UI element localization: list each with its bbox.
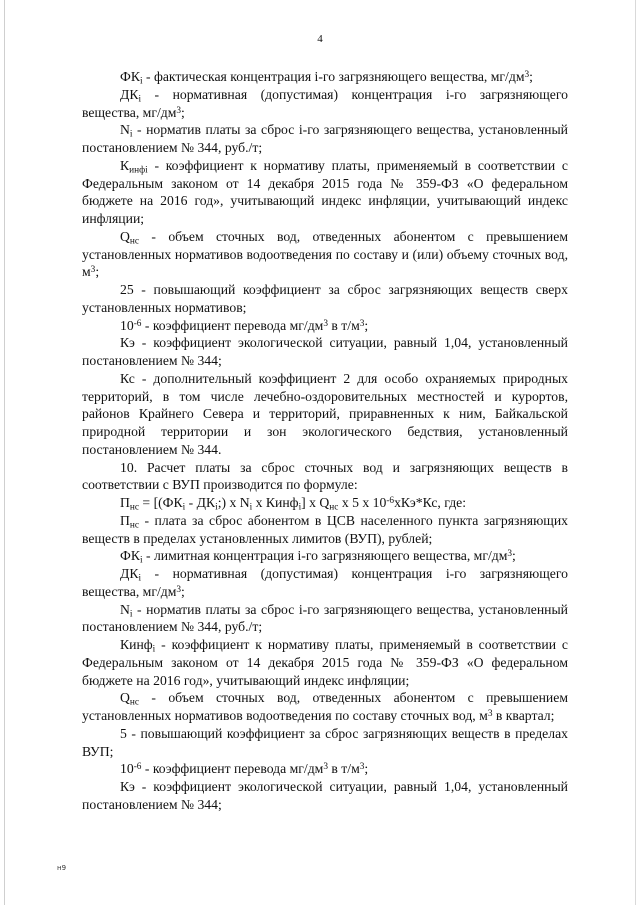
text-run: в квартал;: [492, 708, 555, 723]
paragraph: [82, 334, 568, 370]
text-run: 10: [120, 317, 134, 333]
subscript: i: [298, 502, 302, 513]
text-run: ФК: [120, 69, 140, 84]
document-body: [82, 68, 568, 814]
text-run: Q: [120, 228, 130, 244]
text-run: 10: [120, 761, 134, 777]
subscript: i: [138, 573, 142, 584]
text-run: ;: [95, 264, 100, 280]
paragraph: [82, 281, 568, 317]
text-run: в т/м: [328, 317, 360, 333]
paragraph: [82, 459, 568, 495]
superscript: 3: [507, 549, 513, 560]
text-run: - коэффициент к нормативу платы, применяемый в соответствии с Федеральным законом от 14 декабря 2015 года № 359-ФЗ «О федеральном бюджете на 2016 год», учитывающий индекс инфляции, учитывающий индекс инфляции;: [82, 157, 568, 226]
subscript: инфi: [129, 165, 148, 176]
text-run: ;: [364, 317, 369, 333]
text-run: - нормативная (допустимая) концентрация i-го загрязняющего вещества, мг/дм: [82, 86, 568, 120]
subscript: i: [182, 502, 186, 513]
text-run: N: [120, 601, 130, 617]
text-run: ДК: [120, 86, 139, 102]
text-run: Кинф: [120, 637, 153, 652]
text-run: xКэ*Кс, где:: [394, 495, 467, 510]
text-run: Q: [120, 690, 130, 706]
paragraph: [82, 778, 568, 814]
superscript: -6: [386, 495, 395, 506]
paragraph: [82, 636, 568, 689]
superscript: 3: [524, 69, 530, 80]
page-number: 4: [317, 33, 323, 45]
paragraph: [82, 157, 568, 228]
text-run: - объем сточных вод, отведенных абонентом с превышением установленных нормативов водоотведения по составу и (или) объему сточных вод, м: [82, 228, 568, 280]
paragraph: [82, 689, 568, 725]
superscript: 3: [176, 584, 182, 595]
text-run: ;: [364, 761, 369, 777]
paragraph: [82, 547, 568, 565]
superscript: 3: [323, 318, 328, 329]
scan-edge-right: [635, 0, 636, 905]
superscript: 3: [323, 762, 328, 773]
paragraph: [82, 68, 568, 86]
text-run: - коэффициент перевода мг/дм: [141, 761, 324, 777]
text-run: - норматив платы за сброс i-го загрязняющего вещества, установленный постановлением № 344, руб./т;: [82, 601, 568, 635]
text-run: Кэ - коэффициент экологической ситуации, равный 1,04, установленный постановлением № 344;: [82, 779, 568, 812]
text-run: ФК: [120, 548, 140, 564]
paragraph: [82, 86, 568, 122]
superscript: 3: [176, 105, 182, 116]
subscript: i: [129, 609, 133, 620]
text-run: П: [120, 512, 130, 528]
superscript: 3: [359, 318, 365, 329]
text-run: Кс - дополнительный коэффициент 2 для особо охраняемых природных территорий, в том числе лечебно-оздоровительных местностей и курортов, районов Крайнего Севера и территорий, приравненных к ним, Байкальской природной территории и зон экологического бедствия, установленный постановлением № 344.: [82, 370, 568, 457]
text-run: - фактическая концентрация i-го загрязняющего вещества, мг/дм: [142, 69, 525, 84]
text-run: Кэ - коэффициент экологической ситуации, равный 1,04, установленный постановлением № 344;: [82, 335, 568, 368]
text-run: x 5 x 10: [338, 495, 387, 510]
superscript: 3: [487, 708, 493, 719]
paragraph: [82, 370, 568, 459]
text-run: ;: [529, 69, 533, 84]
text-run: ДК: [120, 566, 139, 581]
subscript: i: [249, 502, 253, 513]
scan-edge-left: [4, 0, 5, 905]
superscript: -6: [133, 318, 142, 329]
text-run: - ДК: [185, 495, 216, 510]
subscript: нс: [129, 236, 139, 247]
superscript: 3: [90, 265, 96, 276]
paragraph: [82, 317, 568, 335]
text-run: x Кинф: [252, 495, 299, 510]
text-run: ;: [512, 548, 516, 564]
text-run: - коэффициент к нормативу платы, применяемый в соответствии с Федеральным законом от 14 декабря 2015 года № 359-ФЗ «О федеральном бюджете на 2016 год», учитывающий индекс инфляции;: [82, 637, 568, 688]
text-run: - лимитная концентрация i-го загрязняющего вещества, мг/дм: [142, 548, 508, 564]
text-run: 25 - повышающий коэффициент за сброс загрязняющих веществ сверх установленных нормативов;: [82, 282, 568, 315]
text-run: 5 - повышающий коэффициент за сброс загрязняющих веществ в пределах ВУП;: [82, 725, 568, 759]
text-run: - объем сточных вод, отведенных абонентом с превышением установленных нормативов водоотведения по составу сточных вод, м: [82, 690, 568, 723]
footer-mark: н9: [57, 864, 67, 872]
subscript: i: [152, 644, 156, 655]
paragraph: [82, 760, 568, 778]
text-run: ] x Q: [301, 495, 330, 510]
paragraph: [82, 565, 568, 601]
paragraph: [82, 725, 568, 761]
paragraph: [82, 121, 568, 157]
subscript: нс: [129, 520, 139, 531]
subscript: i: [139, 555, 143, 566]
subscript: нс: [129, 502, 139, 513]
subscript: нс: [129, 697, 139, 708]
subscript: нс: [329, 502, 339, 513]
subscript: i: [215, 502, 218, 513]
text-run: - нормативная (допустимая) концентрация i-го загрязняющего вещества, мг/дм: [82, 566, 568, 599]
superscript: -6: [133, 762, 142, 773]
text-run: - коэффициент перевода мг/дм: [141, 317, 324, 333]
text-run: в т/м: [328, 761, 360, 777]
text-run: = [(ФК: [139, 495, 183, 510]
paragraph: [82, 512, 568, 548]
text-run: П: [120, 495, 130, 510]
text-run: ;) x N: [217, 495, 250, 510]
text-run: ;: [181, 104, 185, 120]
paragraph: [82, 228, 568, 281]
text-run: К: [120, 157, 130, 173]
text-run: N: [120, 122, 130, 138]
text-run: 10. Расчет платы за сброс сточных вод и загрязняющих веществ в соответствии с ВУП производится по формуле:: [82, 459, 568, 493]
subscript: i: [139, 76, 143, 87]
subscript: i: [129, 129, 133, 140]
text-run: ;: [181, 583, 185, 599]
text-run: - норматив платы за сброс i-го загрязняющего вещества, установленный постановлением № 344, руб./т;: [82, 122, 568, 155]
paragraph: [82, 601, 568, 637]
paragraph: [82, 494, 568, 512]
superscript: 3: [359, 762, 365, 773]
subscript: i: [138, 94, 142, 105]
text-run: - плата за сброс абонентом в ЦСВ населенного пункта загрязняющих веществ в пределах установленных лимитов (ВУП), рублей;: [82, 512, 568, 546]
